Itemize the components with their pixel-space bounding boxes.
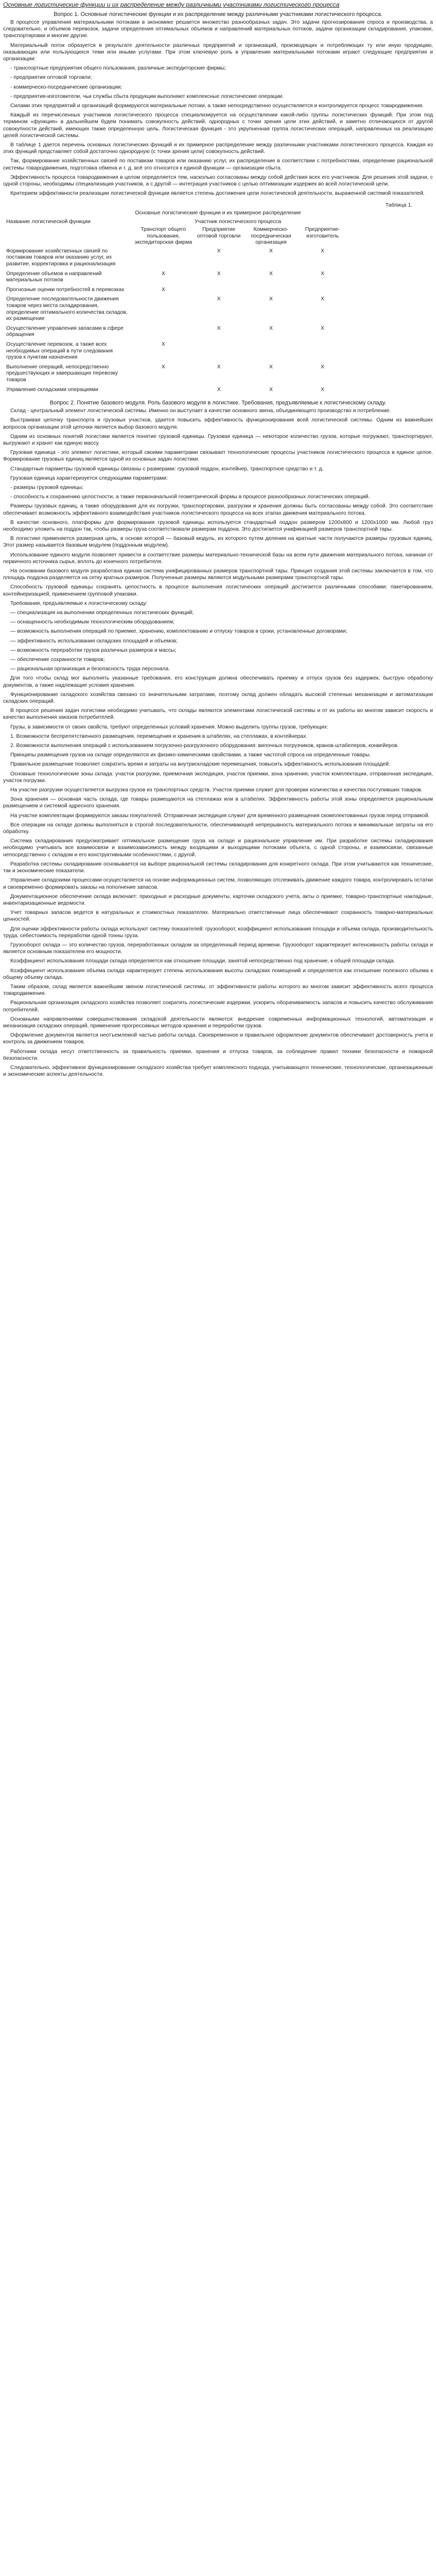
q1-paragraph: Критерием эффективности реализации логистической функции является степень достижения цели логистической деятельности, выраженной системой показателей. xyxy=(10,191,425,197)
q2-paragraph: Одним из основных понятий логистики является понятие грузовой единицы. Грузовая единица — некоторое количество грузов, которые погружают, транспортируют, выгружают и хранят как единую массу. xyxy=(3,433,433,446)
q2-paragraph: — специализация на выполнении определенных логистических функций; xyxy=(10,610,194,616)
q2-paragraph: — обеспечение сохранности товаров; xyxy=(10,657,105,663)
table-cell-mark xyxy=(300,340,345,363)
table-cell-mark: X xyxy=(217,386,221,393)
table-cell-mark: X xyxy=(217,325,221,331)
q3-paragraph: Грузы, в зависимости от своих свойств, требуют определенных условий хранения. Можно выделить группы грузов, требующих: xyxy=(10,724,328,730)
table-row-function-name: Выполнение операций, непосредственно предшествующих и завершающих перевозку товаров xyxy=(6,364,118,383)
q1-paragraph: - предприятия оптовой торговли; xyxy=(10,75,92,81)
q2-paragraph: На основании базового модуля разработана единая система унифицированных размеров транспортной тары. Принцип создания этой системы заключается в том, что площадь поддона разделяется на сетку кратных размеров. Полученные размеры являются модульными размерами транспортной тары. xyxy=(3,568,433,581)
q3-paragraph: Зона хранения — основная часть склада, где товары размещаются на стеллажах или в штабелях. Эффективность работы этой зоны определяется рациональным размещением и системой адресного хранения. xyxy=(3,796,433,809)
table-cell-mark xyxy=(131,295,196,324)
q2-paragraph: Грузовая единица характеризуется следующими параметрами: xyxy=(10,475,168,481)
q3-paragraph: Принципы размещения грузов на складе определяются их физико-химическими свойствами, а также частотой спроса на определенные товары. xyxy=(10,752,371,758)
q3-paragraph: Работники склада несут ответственность за правильность приемки, хранения и отпуска товаров, за соблюдение правил техники безопасности и пожарной безопасности. xyxy=(3,1048,433,1061)
table-cell-mark xyxy=(131,247,196,269)
q1-paragraph: Материальный поток образуется в результате деятельности различных предприятий и организаций, производящих и потребляющих ту или иную продукцию, оказывающих или пользующихся теми или иными услугами. При этом ключевую роль в управлении материальными потоками играют следующие предприятия и организации: xyxy=(3,42,433,62)
table-cell-mark: X xyxy=(269,296,273,302)
table-cell-mark xyxy=(131,385,196,395)
q2-paragraph: Грузовая единица - это элемент логистики, который своими параметрами связывает технологические процессы участников логистического процесса в единое целое. Формирование грузовых единиц является одной из основных задач логистики. xyxy=(3,450,433,463)
q3-paragraph: Разработка системы складирования основывается на выборе рациональной системы складирования для конкретного склада. При этом учитываются как технические, так и экономические показатели. xyxy=(3,861,433,874)
q1-paragraph: - коммерческо-посреднические организации; xyxy=(10,84,123,90)
q2-paragraph: Стандартные параметры грузовой единицы связаны с размерами: грузовой поддон, контейнер, транспортное средство и т. д. xyxy=(10,466,324,472)
q3-paragraph: Для того чтобы склад мог выполнять указанные требования, его конструкция должна обеспечивать приемку и отпуск грузов без задержек, быструю обработку документов, а также надлежащие условия хранения. xyxy=(3,675,433,688)
table-row-function-name: Формирование хозяйственных связей по поставкам товаров или оказанию услуг, их развитие, корректировка и рационализация xyxy=(6,248,116,267)
table-head-function: Название логистической функции xyxy=(6,219,91,225)
table-cell-mark: X xyxy=(269,386,273,393)
table-cell-mark: X xyxy=(269,364,273,370)
table-row xyxy=(5,285,345,295)
q1-paragraph: - предприятия-изготовители, чьи службы сбыта продукции выполняют комплексные логистические операции. xyxy=(10,93,284,99)
table-col-wholesale: Предприятие оптовой торговли xyxy=(197,227,241,239)
functions-table xyxy=(5,218,345,395)
table-cell-mark xyxy=(242,340,301,363)
table-row xyxy=(5,269,345,285)
q2-paragraph: — рациональная организация и безопасность труда персонала. xyxy=(10,666,170,672)
q3-paragraph: Оформление документов является неотъемлемой частью работы склада. Своевременное и правильное оформление документов обеспечивает достоверность учета и контроль за движением товаров. xyxy=(3,1032,433,1045)
table-cell-mark: X xyxy=(321,364,325,370)
q2-paragraph: — возможность выполнения операций по приемке, хранению, комплектованию и отпуску товаров в сроки, установленные договорами; xyxy=(10,629,347,635)
question-2-continued-body xyxy=(3,675,433,1078)
q3-paragraph: На участке комплектации формируются заказы покупателей. Отправочная экспедиция служит для временного размещения скомплектованных грузов перед отправкой. xyxy=(10,812,430,819)
table-cell-mark: X xyxy=(321,325,325,331)
table-cell-mark: X xyxy=(161,286,165,293)
q3-paragraph: В процессе решения задач логистики необходимо учитывать, что склады являются элементами логистической системы и от их работы во многом зависит скорость и качество выполнения заказов потребителей. xyxy=(3,708,433,721)
table-cell-mark: X xyxy=(321,296,325,302)
q3-paragraph: Правильное размещение позволяет сократить время и затраты на внутрискладские перемещения, повысить эффективность использования площадей. xyxy=(10,761,390,768)
q3-paragraph: Функционирование складского хозяйства связано со значительными затратами, поэтому склад должен обладать высокой степенью механизации и автоматизации складских операций. xyxy=(3,691,433,705)
table-cell-mark: X xyxy=(217,270,221,277)
q2-paragraph: Размеры грузовых единиц, а также оборудования для их погрузки, транспортировки, разгрузки и хранения должны быть согласованы между собой. Это соответствие обеспечивает возможность эффективного взаимодействия участников логистического процесса на всех этапах движения материального потока. xyxy=(3,503,433,516)
table-col-manufacturer: Предприятие-изготовитель xyxy=(305,227,340,239)
q2-paragraph: Выстраивая цепочку транспорта и грузовых участков, удается повысить эффективность функционирования всей логистической системы. Одним из важнейших вопросов организации этой цепочки является выбор базового модуля. xyxy=(3,417,433,430)
table-cell-mark xyxy=(196,340,242,363)
q2-paragraph: - размеры грузовой единицы; xyxy=(10,484,83,490)
q2-paragraph: - способность к сохранению целостности, а также первоначальной геометрической формы в процессе разнообразных логистических операций. xyxy=(10,494,370,500)
q1-paragraph: - транспортные предприятия общего пользования, различные экспедиторские фирмы; xyxy=(10,65,226,72)
q3-paragraph: Для оценки эффективности работы склада используют систему показателей: грузооборот, коэффициент использования площади и объема склада, производительность труда, себестоимость переработки одной тонны груза. xyxy=(3,926,433,939)
q3-paragraph: Следовательно, эффективное функционирование складского хозяйства требует комплексного подхода, учитывающего технические, технологические, организационные и экономические аспекты деятельности. xyxy=(3,1064,433,1078)
q3-paragraph: Учет товарных запасов ведется в натуральных и стоимостных показателях. Материально ответственные лица обеспечивают сохранность товарно-материальных ценностей. xyxy=(3,910,433,923)
q3-paragraph: 2. Возможности выполнения операций с использованием погрузочно-разгрузочного оборудования: вилочных погрузчиков, кранов-штабелеров, конвейеров. xyxy=(10,743,399,749)
table-cell-mark: X xyxy=(217,364,221,370)
q3-paragraph: Основные технологические зоны склада: участок разгрузки, приемочная экспедиция, участок приемки, зона хранения, участок комплектации, отправочная экспедиция, участок погрузки. xyxy=(3,771,433,784)
q1-paragraph: Каждый из перечисленных участников логистического процесса специализируется на осуществлении какой-либо группы логистических функций. При этом под термином «функция» в дальнейшем будем понимать совокупность действий, однородных с точки зрения цели этих действий, и заметно отличающихся от другой совокупности действий, имеющих также определенную цель. Логистическая функция - это укрупненная группа логистических операций, направленных на реализацию целей логистической системы. xyxy=(3,112,433,139)
q2-paragraph: Использование единого модуля позволяет привести в соответствие размеры материально-технической базы на всем пути движения материального потока, начиная от первичного источника сырья, вплоть до конечного потребителя. xyxy=(3,552,433,565)
q2-paragraph: Склад - центральный элемент логистической системы. Именно он выступает в качестве основного звена, объединяющего производство и потребление. xyxy=(10,408,391,414)
table-row xyxy=(5,385,345,395)
table-cell-mark xyxy=(300,285,345,295)
q1-paragraph: Эффективность процесса товародвижения в целом определяется тем, насколько согласованы между собой действия всех его участников. Для решения этой задачи, с одной стороны, необходимы специализация участников, а с другой — интеграция участников с целью оптимизации издержек во всей логистической цепи. xyxy=(3,174,433,188)
q1-paragraph: В таблице 1 дается перечень основных логистических функций и их примерное распределение между различными участниками логистического процесса. Каждая из этих функций представляет собой достаточно однородную (с точки зрения цели) совокупность действий. xyxy=(3,142,433,155)
q2-paragraph: — оснащенность необходимым технологическим оборудованием; xyxy=(10,619,175,625)
q3-paragraph: 1. Возможности беспрепятственного размещения, перемещения и хранения в штабелях, на стеллажах, в контейнерах. xyxy=(10,733,308,739)
table-row xyxy=(5,295,345,324)
table-row xyxy=(5,363,345,385)
q1-paragraph: Силами этих предприятий и организаций формируются материальные потоки, а также непосредственно осуществляется и контролируется процесс товародвижения. xyxy=(10,103,424,109)
table-row-function-name: Прогнозные оценки потребностей в перевозках xyxy=(6,286,125,293)
table-cell-mark: X xyxy=(321,248,325,254)
q3-paragraph: Основными направлениями совершенствования складской деятельности являются: внедрение современных информационных технологий, автоматизация и механизация складских операций, применение прогрессивных методов хранения и переработки грузов. xyxy=(3,1016,433,1029)
q1-paragraph: Так, формирование хозяйственных связей по поставкам товаров или оказанию услуг, их распределение в соответствии с потребностями, определение рациональной системы товародвижения, подготовка обмена и т. д. всё это относится к единой функции — организации сбыта. xyxy=(3,158,433,171)
question-1-body xyxy=(3,19,433,197)
document-title: Основные логистические функции и их распределение между различными участниками логистического процесса xyxy=(3,1,340,8)
table-cell-mark xyxy=(131,324,196,340)
table-cell-mark: X xyxy=(161,341,165,347)
q3-paragraph: Управление складскими процессами осуществляется на основе информационных систем, позволяющих отслеживать движение каждого товара, контролировать остатки и своевременно формировать заказы на пополнение запасов. xyxy=(3,877,433,890)
question-1-heading: Вопрос 1. Основные логистические функции и их распределение между различными участниками логистического процесса. xyxy=(54,11,382,18)
q3-paragraph: Документационное обеспечение склада включает: приходные и расходные документы, карточки складского учета, акты о приемке, товарно-транспортные накладные, инвентаризационные ведомости. xyxy=(3,893,433,906)
q3-paragraph: Коэффициент использования объема склада характеризует степень использования высоты складских помещений и определяется как отношение полезного объема к общему объему склада. xyxy=(3,968,433,980)
table-row xyxy=(5,340,345,363)
q2-paragraph: В качестве основного, платформы для формирования грузовой единицы используется стандартный поддон размером 1200x800 и 1200x1000 мм. Любой груз необходимо уложить на поддон так, чтобы размеры груза соответствовали размерам поддона. Это достигается унификацией размеров транспортной тары. xyxy=(3,519,433,532)
table-head-participant: Участник логистического процесса xyxy=(194,219,282,225)
table-cell-mark: X xyxy=(321,270,325,277)
q3-paragraph: Коэффициент использования площади склада определяется как отношение площади, занятой непосредственно под хранение, к общей площади склада. xyxy=(10,958,395,964)
table-cell-mark: X xyxy=(269,248,273,254)
table-cell-mark: X xyxy=(161,270,165,277)
q3-paragraph: Грузооборот склада — это количество грузов, переработанных складом за определенный период времени. Грузооборот характеризует интенсивность работы склада и является основным показателем его мощности. xyxy=(3,942,433,955)
table-row-function-name: Определение объемов и направлений материальных потоков xyxy=(6,270,102,283)
question-2-heading: Вопрос 2. Понятие базового модуля. Роль базового модуля в логистике. Требования, предъявляемые к логистическому складу. xyxy=(49,400,387,406)
q1-paragraph: В процессе управления материальными потоками в экономике решается множество разнообразных задач. Это задачи прогнозирования спроса и производства, а следовательно, и объемов перевозок, задачи определения оптимальных объемов и направлений материальных потоков, задачи организации складирования, упаковки, транспортировки и многие другие. xyxy=(3,20,433,39)
document xyxy=(0,0,436,1080)
table-cell-mark xyxy=(242,285,301,295)
table-row-function-name: Определение последовательности движения товаров через места складирования, определение оптимального количества складов, их размещение xyxy=(6,296,128,322)
table-number: Таблица 1. xyxy=(385,202,412,209)
q3-paragraph: На участке разгрузки осуществляется выгрузка грузов из транспортных средств. Участок приемки служит для проверки количества и качества поступивших товаров. xyxy=(10,787,423,793)
q2-paragraph: — эффективность использования складских площадей и объемов; xyxy=(10,638,178,644)
table-caption: Основные логистические функции и их примерное распределение xyxy=(135,210,301,216)
table-row-function-name: Осуществление управления запасами в сфере обращения xyxy=(6,325,124,338)
q2-paragraph: — возможность переработки грузов различных размеров и массы; xyxy=(10,647,177,653)
q2-paragraph: В логистике применяется размерная цепь, в основе которой — базовый модуль, из которого путем деления на кратные части получаются размеры грузовых единиц. Этот размер называется базовым модулем (поддонным модулем). xyxy=(3,536,433,549)
table-cell-mark: X xyxy=(217,248,221,254)
q3-paragraph: Система складирования предусматривает оптимальное размещение груза на складе и рациональное управление им. При разработке системы складирования необходимо учитывать все взаимосвязи и взаимозависимость между входящими и выходящими потоками объекта, с одной стороны, и взаимосвязи, связанные непосредственно с складом и его конструктивными особенностями, с другой. xyxy=(3,838,433,858)
table-row xyxy=(5,247,345,269)
table-col-intermediary: Коммерческо-посредническая организация xyxy=(251,227,291,246)
table-row xyxy=(5,324,345,340)
table-cell-mark: X xyxy=(321,386,325,393)
table-col-transport: Транспорт общего пользования, экспедиторская фирма xyxy=(134,227,193,246)
table-cell-mark: X xyxy=(269,270,273,277)
table-row-function-name: Управление складскими операциями xyxy=(6,386,98,393)
table-cell-mark: X xyxy=(269,325,273,331)
q3-paragraph: Все операции на складе должны выполняться в строгой последовательности, обеспечивающей непрерывность материального потока и минимальные затраты на его обработку. xyxy=(3,822,433,835)
q2-paragraph: Способность грузовой единицы сохранять целостность в процессе выполнения логистических операций достигается различными способами: пакетированием, контейнеризацией, применением групповой упаковки. xyxy=(3,584,433,597)
question-2-body xyxy=(3,408,433,672)
table-cell-mark xyxy=(196,285,242,295)
q3-paragraph: Таким образом, склад является важнейшим звеном логистической системы, от эффективности работы которого во многом зависит эффективность всего процесса товародвижения. xyxy=(3,984,433,997)
table-row-function-name: Осуществление перевозок, а также всех необходимых операций в пути следования грузов к пунктам назначения xyxy=(6,341,113,361)
table-cell-mark: X xyxy=(161,364,165,370)
q3-paragraph: Рациональная организация складского хозяйства позволяет сократить логистические издержки, ускорить оборачиваемость запасов и повысить качество обслуживания потребителей. xyxy=(3,1000,433,1013)
table-cell-mark: X xyxy=(217,296,221,302)
q2-paragraph: Требования, предъявляемые к логистическому складу: xyxy=(10,600,148,606)
